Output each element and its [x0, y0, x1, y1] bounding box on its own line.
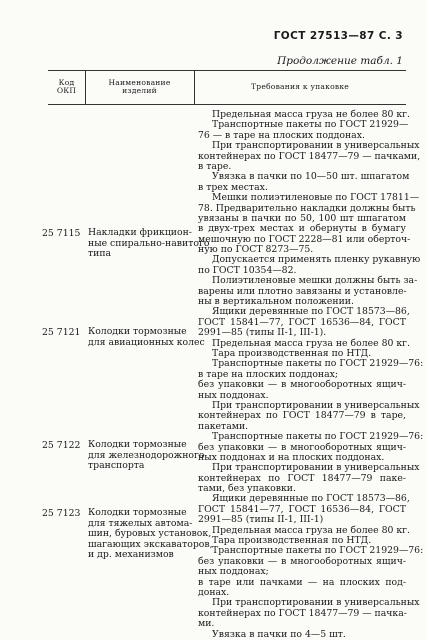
requirement-line: в таре на плоских поддонах;	[198, 368, 339, 380]
requirement-line: ных поддонах и на плоских поддонах.	[198, 451, 385, 463]
requirement-line: ных поддонах;	[198, 566, 269, 578]
requirement-line: в трех местах.	[198, 181, 268, 193]
row-code: 25 7121	[42, 327, 81, 338]
requirement-line: Тара производственная по НТД.	[212, 347, 372, 359]
column-header-name: Наименование изделий	[108, 77, 171, 95]
row-code: 25 7122	[42, 440, 81, 451]
column-header-code: Код ОКП	[56, 77, 77, 95]
requirement-line: в таре.	[198, 160, 232, 172]
requirement-line: по ГОСТ 10354—82.	[198, 264, 297, 276]
requirement-line: увязаны в пачки по 50, 100 шт шпагатом	[198, 212, 406, 224]
requirement-line: ную по ГОСТ 8273—75.	[198, 244, 314, 256]
requirement-line: в таре или пачками — на плоских под-	[198, 576, 406, 588]
requirement-line: ГОСТ 15841—77, ГОСТ 16536—84, ГОСТ	[198, 503, 406, 515]
product-name-line: Колодки тормозные	[88, 326, 187, 337]
table-continuation-label: Продолжение табл. 1	[277, 55, 403, 67]
requirement-line: Ящики деревянные по ГОСТ 18573—86,	[212, 493, 410, 505]
requirement-line: Транспортные пакеты по ГОСТ 21929—76:	[212, 358, 424, 370]
product-name-line: типа	[88, 248, 112, 260]
requirement-line: При транспортировании в универсальных	[212, 597, 420, 609]
column-header-requirements: Требования к упаковке	[251, 81, 349, 91]
requirement-line: Транспортные пакеты по ГОСТ 21929—76:	[212, 545, 424, 557]
requirement-line: 78. Предварительно накладки должны быть	[198, 202, 416, 214]
row-product-name	[88, 507, 213, 561]
requirement-line: контейнерах по ГОСТ 18477—79 паке-	[198, 472, 406, 484]
requirement-line: Мешки полиэтиленовые по ГОСТ 17811—	[212, 192, 420, 204]
requirement-line: 76 — в таре на плоских поддонах.	[198, 129, 365, 141]
requirement-line: Полиэтиленовые мешки должны быть за-	[212, 275, 418, 287]
product-name-line: шагающих экскаваторов,	[88, 538, 213, 550]
requirement-line: 2991—85 (типы II-1, III-1)	[198, 514, 324, 526]
requirement-line: ны в вертикальном положении.	[198, 296, 354, 308]
requirement-line: Допускается применять пленку рукавную	[212, 254, 421, 266]
product-name-line: для авиационных колес	[88, 336, 205, 348]
requirement-line: ГОСТ 15841—77, ГОСТ 16536—84, ГОСТ	[198, 316, 406, 328]
requirements-column	[198, 109, 424, 640]
requirement-line: в двух-трех местах и обернуты в бумагу	[198, 223, 406, 235]
requirement-line: Транспортные пакеты по ГОСТ 21929—76:	[212, 431, 424, 443]
page-header: ГОСТ 27513—87 С. 3	[273, 30, 403, 42]
requirement-line: пакетами.	[198, 420, 249, 432]
requirement-line: 2991—85 (типы II-1, III-1).	[198, 327, 327, 339]
requirement-line: без упаковки — в многооборотных ящич-	[198, 379, 406, 391]
row-product-name	[88, 439, 205, 472]
requirement-line: контейнерах по ГОСТ 18477—79 — пачками,	[198, 150, 421, 162]
requirement-line: ных поддонах.	[198, 389, 269, 401]
requirement-line: При транспортировании в универсальных	[212, 399, 420, 411]
requirement-line: При транспортировании в универсальных	[212, 140, 420, 152]
requirement-line: Предельная масса груза не более 80 кг.	[212, 337, 410, 349]
requirement-line: контейнерах по ГОСТ 18477—79 в таре,	[198, 410, 406, 422]
packaging-table	[42, 70, 424, 640]
requirement-line: Тара производственная по НТД.	[212, 535, 372, 547]
row-product-name	[88, 227, 210, 260]
product-name-line: транспорта	[88, 460, 145, 472]
row-code: 25 7115	[42, 228, 81, 239]
requirement-line: мешочную по ГОСТ 2228—81 или оберточ-	[198, 233, 411, 245]
product-name-line: Колодки тормозные	[88, 507, 187, 518]
product-name-line: шин, буровых установок,	[88, 528, 212, 540]
requirement-line: варены или плотно завязаны и установле-	[198, 285, 407, 297]
requirement-line: тами, без упаковки.	[198, 483, 296, 495]
row-code: 25 7123	[42, 508, 81, 519]
requirement-line: Предельная масса груза не более 80 кг.	[212, 524, 410, 536]
requirement-line: Предельная масса груза не более 80 кг.	[212, 109, 410, 120]
requirement-line: Транспортные пакеты по ГОСТ 21929—	[212, 119, 409, 131]
row-product-name	[88, 326, 205, 348]
requirement-line: ми.	[198, 618, 215, 630]
product-name-line: ные спирально-навитого	[88, 237, 210, 249]
product-name-line: и др. механизмов	[88, 549, 174, 561]
requirement-line: Увязка в пачки по 4—5 шт.	[212, 628, 346, 640]
product-name-line: Колодки тормозные	[88, 439, 187, 450]
requirement-line: Ящики деревянные по ГОСТ 18573—86,	[212, 306, 410, 318]
requirement-line: Увязка в пачки по 10—50 шт. шпагатом	[212, 171, 410, 183]
requirement-line: контейнерах по ГОСТ 18477—79 — пачка-	[198, 607, 407, 619]
requirement-line: без упаковки — в многооборотных ящич-	[198, 555, 406, 567]
requirement-line: без упаковки — в многооборотных ящич-	[198, 441, 406, 453]
product-name-line: для тяжелых автома-	[88, 517, 193, 529]
product-name-line: для железнодорожного	[88, 449, 205, 461]
requirement-line: донах.	[198, 586, 230, 598]
requirement-line: При транспортировании в универсальных	[212, 462, 420, 474]
product-name-line: Накладки фрикцион-	[88, 227, 192, 238]
